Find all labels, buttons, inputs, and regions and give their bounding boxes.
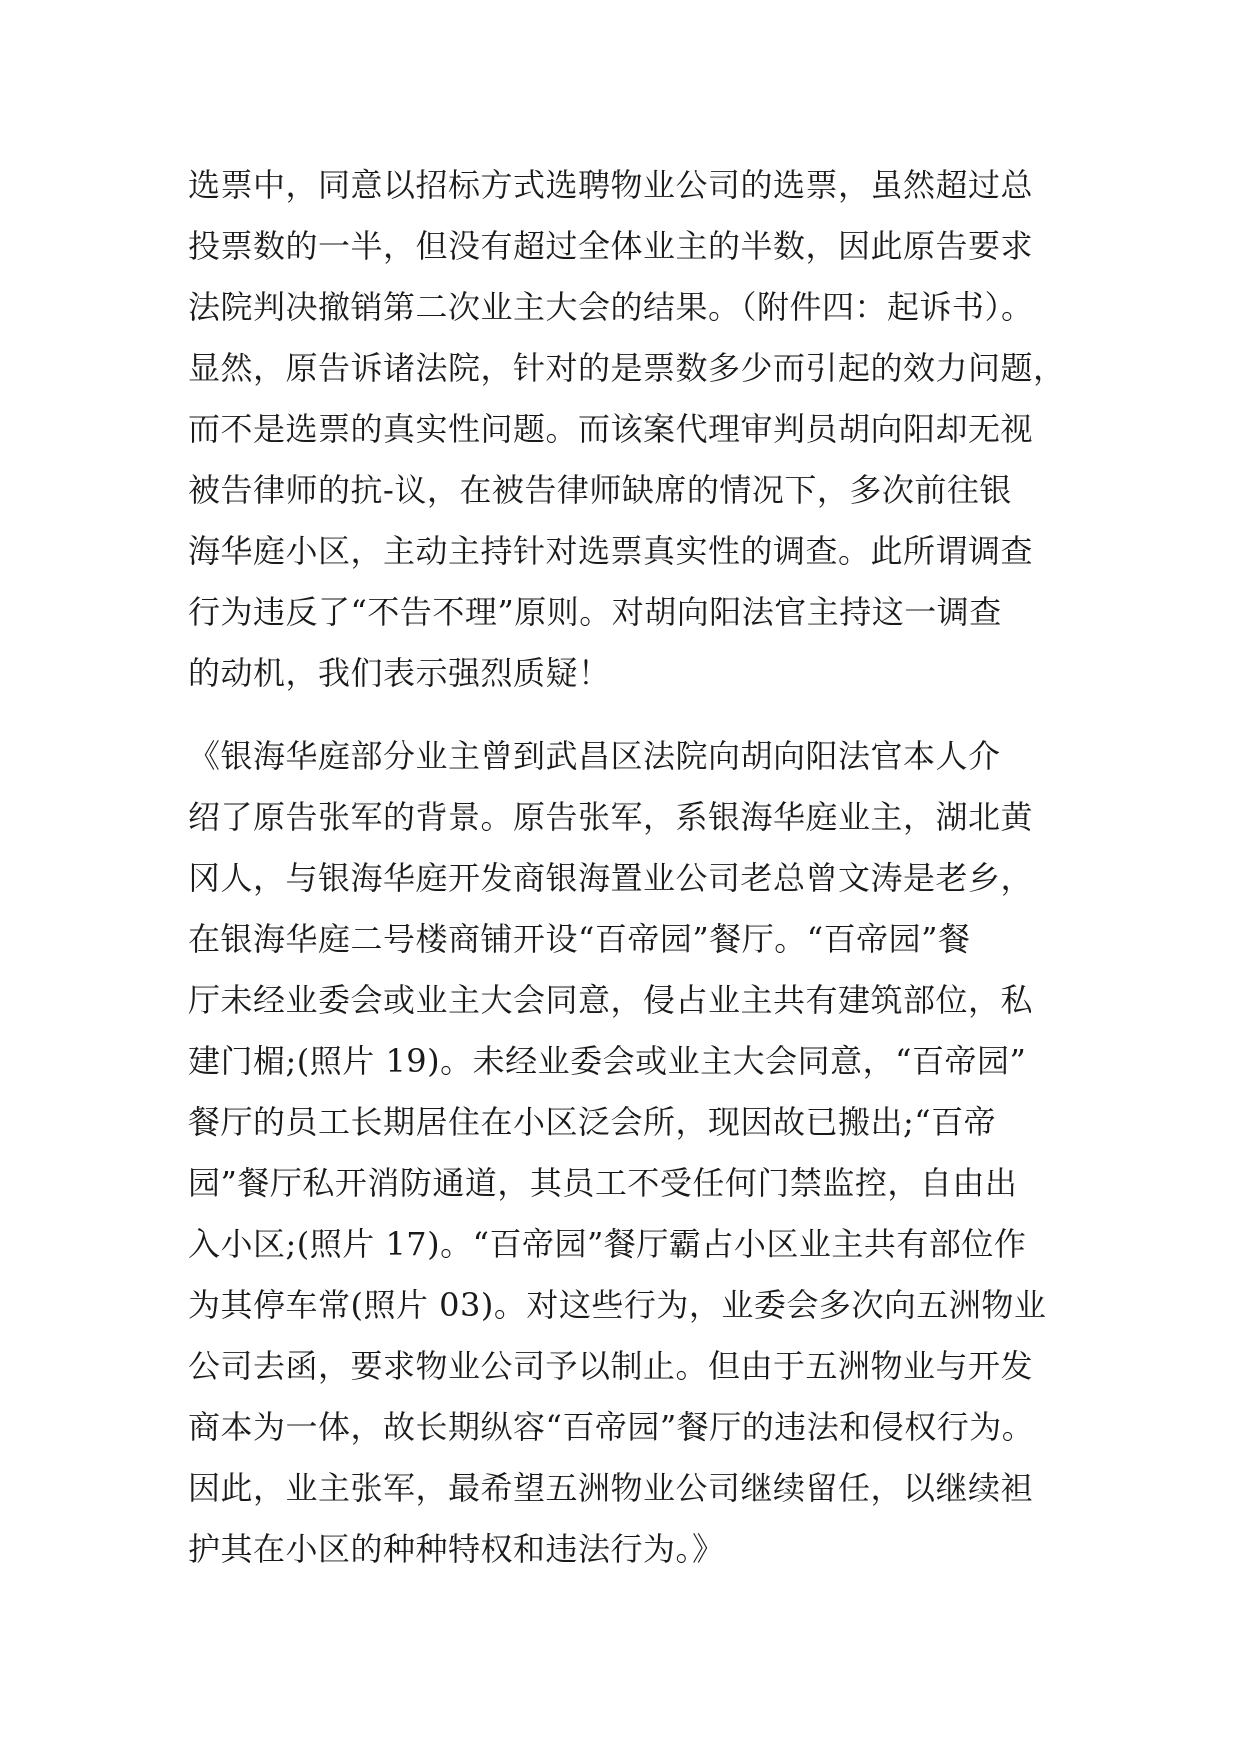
text-line: 护其在小区的种种特权和违法行为。》 <box>188 1530 725 1568</box>
text-line: 法院判决撤销第二次业主大会的结果。（附件四：起诉书）。 <box>188 288 1034 326</box>
paragraph-2 <box>188 726 1068 1580</box>
text-line: 园”餐厅私开消防通道，其员工不受任何门禁监控，自由出 <box>188 1164 1018 1202</box>
text-line: 入小区;(照片 17)。“百帝园”餐厅霸占小区业主共有部位作 <box>188 1225 1027 1263</box>
text-line: 海华庭小区，主动主持针对选票真实性的调查。此所谓调查 <box>188 532 1034 570</box>
text-line: 《银海华庭部分业主曾到武昌区法院向胡向阳法官本人介 <box>188 737 1001 775</box>
text-line: 为其停车常(照片 03)。对这些行为，业委会多次向五洲物业 <box>188 1286 1047 1324</box>
text-line: 餐厅的员工长期居住在小区泛会所，现因故已搬出;“百帝 <box>188 1103 997 1141</box>
text-line: 显然，原告诉诸法院，针对的是票数多少而引起的效力问题， <box>188 349 1066 387</box>
text-line: 因此，业主张军，最希望五洲物业公司继续留任，以继续袒 <box>188 1469 1034 1507</box>
text-line: 选票中，同意以招标方式选聘物业公司的选票，虽然超过总 <box>188 166 1034 204</box>
text-line: 建门楣;(照片 19)。未经业委会或业主大会同意，“百帝园” <box>188 1042 1027 1080</box>
text-line: 行为违反了“不告不理”原则。对胡向阳法官主持这一调查 <box>188 593 1002 631</box>
text-line: 绍了原告张军的背景。原告张军，系银海华庭业主，湖北黄 <box>188 798 1034 836</box>
paragraph-1 <box>188 155 1068 704</box>
text-line: 冈人，与银海华庭开发商银海置业公司老总曾文涛是老乡， <box>188 859 1034 897</box>
text-line: 的动机，我们表示强烈质疑！ <box>188 654 611 692</box>
text-line: 而不是选票的真实性问题。而该案代理审判员胡向阳却无视 <box>188 410 1034 448</box>
text-line: 被告律师的抗-议，在被告律师缺席的情况下，多次前往银 <box>188 471 1012 509</box>
text-line: 投票数的一半，但没有超过全体业主的半数，因此原告要求 <box>188 227 1034 265</box>
text-line: 公司去函，要求物业公司予以制止。但由于五洲物业与开发 <box>188 1347 1034 1385</box>
text-line: 厅未经业委会或业主大会同意，侵占业主共有建筑部位，私 <box>188 981 1034 1019</box>
text-line: 商本为一体，故长期纵容“百帝园”餐厅的违法和侵权行为。 <box>188 1408 1035 1446</box>
text-line: 在银海华庭二号楼商铺开设“百帝园”餐厅。“百帝园”餐 <box>188 920 971 958</box>
